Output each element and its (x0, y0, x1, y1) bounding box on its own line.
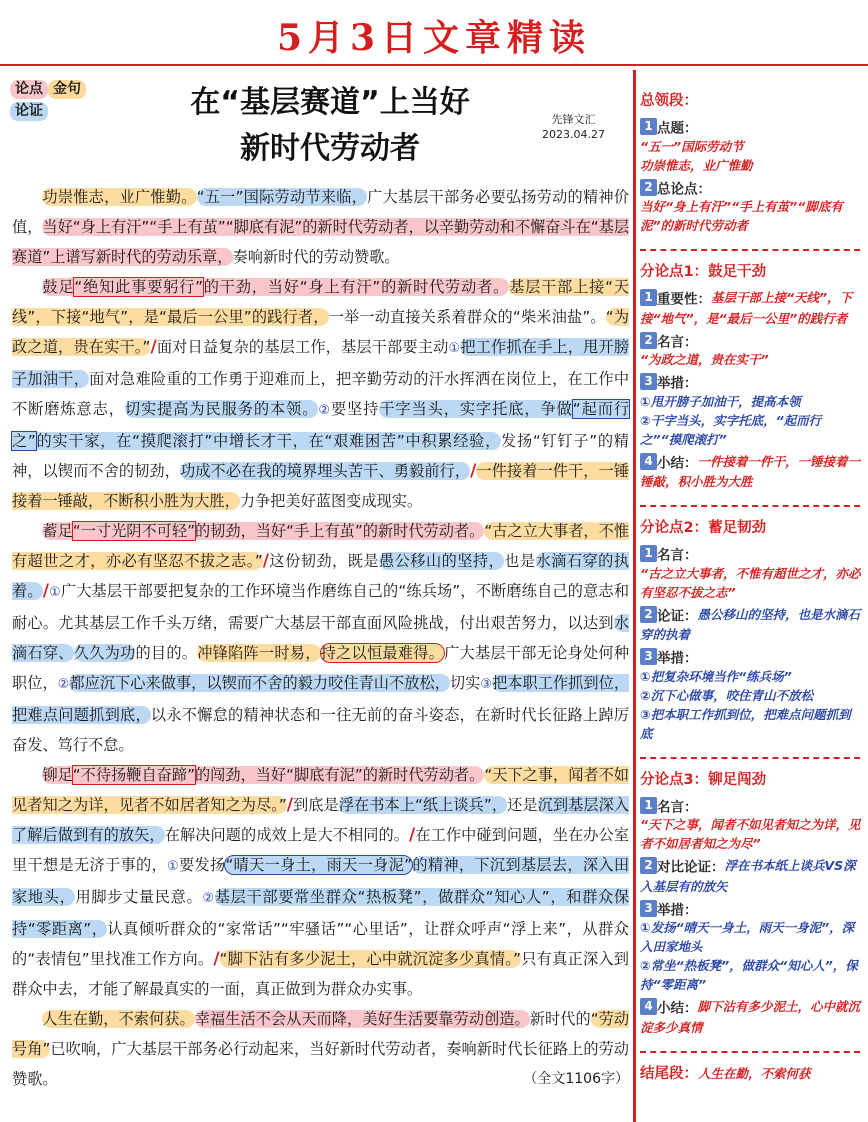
number-badge: 2 (640, 606, 657, 623)
section-conclusion (640, 1063, 862, 1085)
paragraph-2 (12, 272, 629, 516)
analysis-sidebar (640, 90, 862, 1099)
quote-highlight: 功崇惟志，业广惟勤。 (42, 188, 197, 206)
argument-highlight: 愚公移山的坚持， (379, 552, 505, 570)
item-text: ②沉下心做事，咬住青山不放松 (640, 687, 814, 703)
item-text: 一件接着一件干，一锤接着一锤敲，积小胜为大胜 (640, 453, 861, 489)
quote-highlight: 冲锋陷阵一时易， (197, 644, 321, 662)
quote-highlight: 一件接着一件干，一锤接着一锤敲，不断积小胜为大胜， (12, 462, 630, 510)
item-label: 对比论证： (657, 859, 725, 876)
item-label: 名言： (657, 334, 698, 350)
item-text: 愚公移山的坚持，也是水滴石穿的执着 (640, 606, 861, 642)
item-label: 举措： (657, 650, 698, 667)
sidebar-item (640, 371, 862, 449)
section-point-2 (640, 517, 862, 743)
text: 这份韧劲，既是 (268, 552, 379, 570)
item-label: 点题： (657, 120, 698, 137)
item-text: 基层干部上接“天线”，下接“地气”，是“最后一公里”的践行者 (640, 290, 853, 326)
sidebar-item (640, 116, 862, 175)
circle-mark: ② (202, 891, 215, 906)
sidebar-item (640, 795, 862, 854)
argument-highlight: “五一”国际劳动节来临， (196, 188, 368, 206)
number-badge: 4 (640, 453, 657, 470)
dashed-divider (640, 757, 860, 759)
page-header-title: 5月3日文章精读 (276, 17, 592, 59)
sidebar-item (640, 543, 862, 602)
text: 广大基层干部要把复杂的工作环境当作磨练自己的“练兵场”，不断磨练自己的意志和耐心。尤其基层工作千头万绪，需要广大基层干部直面风险挑战，付出艰苦努力，以达到 (12, 582, 630, 632)
legend (10, 80, 86, 121)
text: 面对急难险重的工作勇于迎难而上，把辛勤劳动的汗水挥洒在岗位上，在工作中不断磨炼意志， (12, 370, 630, 418)
circle-mark: ② (318, 403, 331, 418)
quote-highlight: 人生在勤，不索何获。 (42, 1010, 195, 1028)
viewpoint-highlight (42, 278, 509, 296)
column-divider (633, 70, 636, 1122)
text: 已吹响，广大基层干部务必行动起来，当好新时代劳动者，奏响新时代长征路上的劳动赞歌。 (12, 1040, 629, 1088)
item-text: “天下之事，闻者不如见者知之为详，见者不如居者知之为尽” (640, 817, 861, 851)
text: 一举一动直接关系着群众的“柴米油盐”。 (328, 308, 606, 326)
item-label: 论证： (657, 608, 698, 624)
sidebar-item (640, 330, 862, 370)
item-text: “为政之道，贵在实干” (640, 352, 769, 367)
dashed-divider (640, 505, 860, 507)
section-head: 分论点1：鼓足干劲 (640, 264, 767, 280)
item-text: ②常坐“热板凳”，做群众“知心人”，保持“零距离” (640, 958, 858, 992)
boxed-phrase: “绝知此事要躬行” (74, 278, 203, 296)
dashed-divider (640, 249, 860, 251)
section-intro (640, 90, 862, 235)
item-label: 举措： (657, 902, 698, 918)
sidebar-item (640, 604, 862, 645)
section-point-3 (640, 769, 862, 1037)
argument-highlight: 切实提高为民服务的本领。 (124, 400, 319, 418)
section-head: 分论点3：铆足闯劲 (640, 771, 767, 788)
number-badge: 2 (640, 857, 657, 874)
text: 要发扬 (178, 856, 226, 874)
slash-mark: / (150, 337, 157, 357)
sidebar-item (640, 855, 862, 896)
text: 新时代的 (529, 1010, 591, 1028)
text: 鼓足 (42, 278, 75, 296)
source-date: 2023.04.27 (542, 128, 605, 141)
article-title (140, 80, 520, 172)
argument-highlight: 基层干部要常坐群众“热板凳”，做群众“知心人”，和群众保持“零距离”， (12, 888, 630, 938)
viewpoint-highlight: 幸福生活不会从天而降，美好生活要靠劳动创造。 (194, 1010, 530, 1028)
number-badge: 2 (640, 179, 657, 196)
word-count: （全文1106字） (523, 1071, 629, 1087)
legend-viewpoint: 论点 (10, 80, 48, 99)
boxed-phrase: 持之以恒最难得。 (320, 644, 445, 662)
item-text: “五一”国际劳动节 (640, 138, 744, 154)
item-label: 名言： (657, 547, 698, 564)
text: 力争把美好蓝图变成现实。 (239, 492, 423, 510)
circle-mark: ① (167, 859, 179, 874)
argument-highlight: 水滴石穿的执着。 (12, 552, 630, 600)
text: 面对日益复杂的基层工作，基层干部要主动 (156, 338, 449, 356)
quote-highlight: “天下之事，闻者不如见者知之为详，见者不如居者知之为尽。” (12, 766, 629, 814)
legend-argument: 论证 (10, 102, 48, 121)
number-badge: 1 (640, 118, 657, 135)
article-title-line2: 新时代劳动者 (240, 131, 420, 166)
text: 奏响新时代的劳动赞歌。 (232, 248, 400, 266)
item-label: 重要性： (657, 291, 711, 308)
quote-highlight: “脚下沾有多少泥土，心中就沉淀多少真情。” (219, 950, 522, 968)
dashed-divider (640, 1051, 860, 1053)
text: 铆足 (42, 766, 73, 784)
number-badge: 3 (640, 373, 657, 390)
item-text: ①甩开膀子加油干，提高本领 (640, 393, 801, 409)
text: 发扬“钉钉子”的精神，以锲而不舍的韧劲， (12, 432, 629, 480)
text: 的干劲，当好“身上有汗”的新时代劳动者。 (202, 278, 510, 296)
slash-mark: / (286, 795, 293, 815)
text: 的闯劲，当好“脚底有泥”的新时代劳动者。 (194, 766, 485, 784)
header (0, 0, 868, 66)
boxed-phrase: “一寸光阴不可轻” (72, 522, 195, 540)
argument-highlight: 水滴石穿、 (12, 614, 629, 662)
boxed-phrase: “晴天一身土，雨天一身泥” (225, 856, 413, 874)
quote-highlight: 基层干部上接“天线”，下接“地气”，是“最后一公里”的践行者， (12, 278, 629, 326)
article-source (542, 112, 605, 142)
argument-highlight: 久久为功 (73, 644, 136, 662)
article-body (12, 182, 629, 1094)
number-badge: 3 (640, 900, 657, 917)
number-badge: 3 (640, 648, 657, 665)
text: 广大基层干部务必要弘扬劳动的精神价值， (12, 188, 630, 236)
text: 的实干家，在“摸爬滚打”中增长才干，在“艰难困苦”中积累经验， (35, 432, 502, 450)
item-label: 总论点： (657, 181, 711, 197)
argument-highlight: 浮在书本上“纸上谈兵”， (338, 796, 508, 814)
text: 到底是 (292, 796, 339, 814)
boxed-phrase: “起而行之” (12, 400, 630, 450)
text: 干字当头，实字托底，争做 (379, 400, 573, 418)
text: 在解决问题的成效上是大不相同的。 (164, 826, 410, 844)
section-head: 结尾段： (640, 1065, 698, 1082)
text: 蓄足 (42, 522, 73, 540)
section-head: 总领段： (640, 93, 698, 109)
sidebar-item (640, 287, 862, 328)
number-badge: 1 (640, 797, 657, 814)
boxed-phrase: “不待扬鞭自奋蹄” (72, 766, 195, 784)
text: 用脚步丈量民意。 (75, 888, 203, 906)
text: 也是 (504, 552, 536, 570)
item-label: 小结： (657, 1000, 698, 1017)
item-text: ②干字当头，实字托底，“起而行之”“摸爬滚打” (640, 412, 822, 447)
item-text: “古之立大事者，不惟有超世之才，亦必有坚忍不拔之志” (640, 565, 861, 600)
item-text: 浮在书本纸上谈兵VS深入基层有的放矢 (640, 858, 856, 894)
item-label: 举措： (657, 375, 698, 392)
sidebar-item (640, 177, 862, 236)
text: 从群众的“表情包”里找准工作方向。 (12, 920, 629, 968)
circle-mark: ① (448, 341, 461, 356)
sidebar-item (640, 898, 862, 995)
item-text: 脚下沾有多少泥土，心中就沉淀多少真情 (640, 999, 861, 1035)
paragraph-5 (12, 1004, 629, 1094)
argument-highlight: 把本职工作抓到位，把难点问题抓到底， (12, 674, 630, 724)
viewpoint-highlight (42, 522, 484, 540)
argument-highlight: 的精神，下沉到基层去，深入田家地头， (12, 856, 630, 906)
item-text: ①发扬“晴天一身土，雨天一身泥”，深入田家地头 (640, 920, 855, 954)
item-text: ③把本职工作抓到位，把难点问题抓到底 (640, 706, 851, 741)
text: 要坚持 (330, 400, 380, 418)
number-badge: 4 (640, 998, 657, 1015)
slash-mark: / (470, 461, 477, 481)
text: 在工作中碰到问题，坐在办公室里干想是无济于事的， (12, 826, 630, 874)
header-divider (0, 64, 868, 66)
quote-highlight: “劳动号角” (12, 1010, 630, 1058)
item-text: 当好“身上有汗”“手上有茧”“脚底有泥”的新时代劳动者 (640, 199, 843, 233)
sidebar-item (640, 646, 862, 743)
quote-highlight: “古之立大事者，不惟有超世之才，亦必有坚忍不拔之志。” (12, 522, 629, 570)
slash-mark: / (213, 949, 220, 969)
viewpoint-highlight: 当好“身上有汗”“手上有茧”“脚底有泥”的新时代劳动者，以辛勤劳动和不懈奋斗在“基层赛道”上谱写新时代的劳动乐章， (12, 218, 630, 266)
paragraph-4 (12, 760, 629, 1004)
argument-highlight: 功成不必在我的境界埋头苦干、勇毅前行， (179, 462, 471, 480)
item-text: 功崇惟志，业广惟勤 (640, 157, 753, 173)
slash-mark: / (262, 551, 269, 571)
text: 只有真正深入到群众中去，才能了解最真实的一面，真正做到为群众办实事。 (12, 950, 629, 998)
section-head: 分论点2：蓄足韧劲 (640, 520, 767, 536)
item-text: ①把复杂环境当作“练兵场” (640, 668, 792, 684)
number-badge: 2 (640, 332, 657, 349)
number-badge: 1 (640, 545, 657, 562)
text: 还是 (507, 796, 538, 814)
text: 广大基层干部无论身处何种职位， (12, 644, 630, 692)
argument-highlight: 把工作抓在手上，甩开膀子加油干， (12, 338, 630, 388)
number-badge: 1 (640, 289, 657, 306)
text: 认真倾听群众的“家常话”“牢骚话”“心里话”，让群众呼声“浮上来”， (107, 920, 583, 938)
text: 以永不懈怠的精神状态和一往无前的奋斗姿态，在新时代长征路上踔厉奋发、笃行不怠。 (12, 706, 630, 754)
item-text: 人生在勤，不索何获 (698, 1065, 811, 1081)
text: 的韧劲，当好“手上有茧”的新时代劳动者。 (194, 522, 485, 540)
circle-mark: ② (57, 677, 70, 692)
text: 切实 (449, 674, 481, 692)
viewpoint-highlight (42, 766, 484, 784)
paragraph-1 (12, 182, 629, 272)
slash-mark: / (409, 825, 416, 845)
item-label: 名言： (657, 799, 698, 815)
section-point-1 (640, 261, 862, 491)
legend-quote: 金句 (48, 80, 86, 99)
slash-mark: / (42, 581, 49, 601)
argument-highlight: 都应沉下心来做事，以锲而不舍的毅力咬住青山不放松， (69, 674, 450, 692)
paragraph-3 (12, 516, 629, 760)
text: 的目的。 (135, 644, 198, 662)
sidebar-item (640, 451, 862, 492)
sidebar-item (640, 996, 862, 1037)
item-label: 小结： (657, 455, 698, 471)
quote-highlight: “为政之道，贵在实干。” (12, 308, 630, 356)
circle-mark: ① (48, 585, 61, 600)
article-title-line1: 在“基层赛道”上当好 (190, 85, 470, 120)
circle-mark: ③ (480, 677, 493, 692)
source-name: 先锋文汇 (551, 113, 596, 126)
argument-highlight: 沉到基层深入了解后做到有的放矢， (12, 796, 630, 844)
